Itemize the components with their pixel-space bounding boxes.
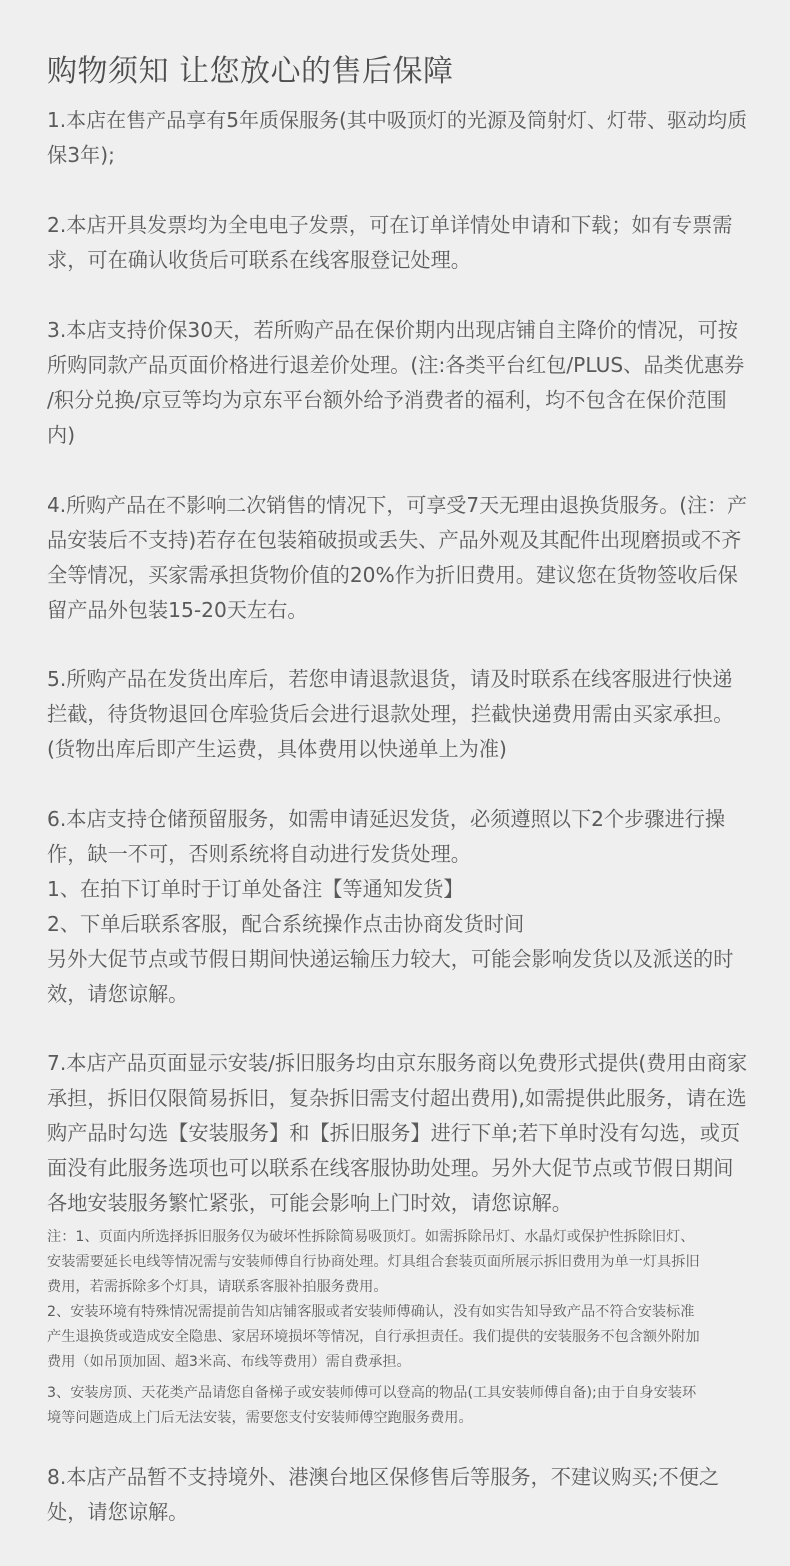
note-line: 注：1、页面内所选择拆旧服务仅为破坏性拆除简易吸顶灯。如需拆除吊灯、水晶灯或保护性拆除旧灯、: [47, 1229, 695, 1245]
section-4-line: 留产品外包装15-20天左右。: [47, 598, 308, 622]
section-3-line: 3.本店支持价保30天，若所购产品在保价期内出现店铺自主降价的情况，可按: [47, 318, 738, 342]
section-7-line: 购产品时勾选【安装服务】和【拆旧服务】进行下单;若下单时没有勾选，或页: [47, 1121, 741, 1145]
section-2-line: 2.本店开具发票均为全电电子发票，可在订单详情处申请和下载；如有专票需: [47, 213, 733, 237]
section-6-line: 1、在拍下订单时于订单处备注【等通知发货】: [47, 877, 464, 901]
section-1-line: 保3年);: [47, 143, 115, 167]
section-5-line: (货物出库后即产生运费，具体费用以快递单上为准): [47, 737, 507, 761]
note-line: 费用，若需拆除多个灯具，请联系客服补拍服务费用。: [47, 1279, 388, 1295]
section-7-line: 7.本店产品页面显示安装/拆旧服务均由京东服务商以免费形式提供(费用由商家: [47, 1051, 748, 1075]
section-5-line: 拦截，待货物退回仓库验货后会进行退款处理，拦截快递费用需由买家承担。: [47, 702, 734, 726]
section-4-line: 品安装后不支持)若存在包装箱破损或丢失、产品外观及其配件出现磨损或不齐: [47, 528, 742, 552]
section-2-line: 求，可在确认收货后可联系在线客服登记处理。: [47, 248, 471, 272]
note-line: 2、安装环境有特殊情况需提前告知店铺客服或者安装师傅确认，没有如实告知导致产品不符合安装标准: [47, 1304, 695, 1320]
section-8-line: 处，请您谅解。: [47, 1500, 189, 1524]
note-line: 安装需要延长电线等情况需与安装师傅自行协商处理。灯具组合套装页面所展示拆旧费用为单一灯具拆旧: [47, 1254, 700, 1270]
section-6-line: 另外大促节点或节假日期间快递运输压力较大，可能会影响发货以及派送的时: [47, 947, 734, 971]
section-8-line: 8.本店产品暂不支持境外、港澳台地区保修售后等服务，不建议购买;不便之: [47, 1465, 720, 1489]
section-4-line: 4.所购产品在不影响二次销售的情况下，可享受7天无理由退换货服务。(注：产: [47, 493, 748, 517]
section-7-line: 承担，拆旧仅限简易拆旧，复杂拆旧需支付超出费用),如需提供此服务，请在选: [47, 1086, 747, 1110]
section-6-line: 6.本店支持仓储预留服务，如需申请延迟发货，必须遵照以下2个步骤进行操: [47, 807, 726, 831]
section-5-line: 5.所购产品在发货出库后，若您申请退款退货，请及时联系在线客服进行快递: [47, 667, 733, 691]
note-line: 费用（如吊顶加固、超3米高、布线等费用）需自费承担。: [47, 1354, 411, 1370]
section-3-line: 所购同款产品页面价格进行退差价处理。(注:各类平台红包/PLUS、品类优惠券: [47, 353, 745, 377]
section-1-line: 1.本店在售产品享有5年质保服务(其中吸顶灯的光源及筒射灯、灯带、驱动均质: [47, 108, 748, 132]
section-6-line: 2、下单后联系客服，配合系统操作点击协商发货时间: [47, 912, 525, 936]
section-6-line: 效，请您谅解。: [47, 982, 189, 1006]
section-4-line: 全等情况，买家需承担货物价值的20%作为折旧费用。建议您在货物签收后保: [47, 563, 738, 587]
section-3-line: /积分兑换/京豆等均为京东平台额外给予消费者的福利，均不包含在保价范围: [47, 388, 727, 412]
page-title: 购物须知 让您放心的售后保障: [47, 54, 454, 89]
section-3-line: 内): [47, 423, 76, 447]
section-6-line: 作，缺一不可，否则系统将自动进行发货处理。: [47, 842, 471, 866]
section-7-line: 面没有此服务选项也可以联系在线客服协助处理。另外大促节点或节假日期间: [47, 1156, 734, 1180]
note-line: 3、安装房顶、天花类产品请您自备梯子或安装师傅可以登高的物品(工具安装师傅自备);由于自身安装环: [47, 1385, 697, 1401]
section-7-line: 各地安装服务繁忙紧张，可能会影响上门时效，请您谅解。: [47, 1191, 572, 1215]
note-line: 产生退换货或造成安全隐患、家居环境损坏等情况，自行承担责任。我们提供的安装服务不包含额外附加: [47, 1329, 700, 1345]
note-line: 境等问题造成上门后无法安装，需要您支付安装师傅空跑服务费用。: [47, 1410, 473, 1426]
